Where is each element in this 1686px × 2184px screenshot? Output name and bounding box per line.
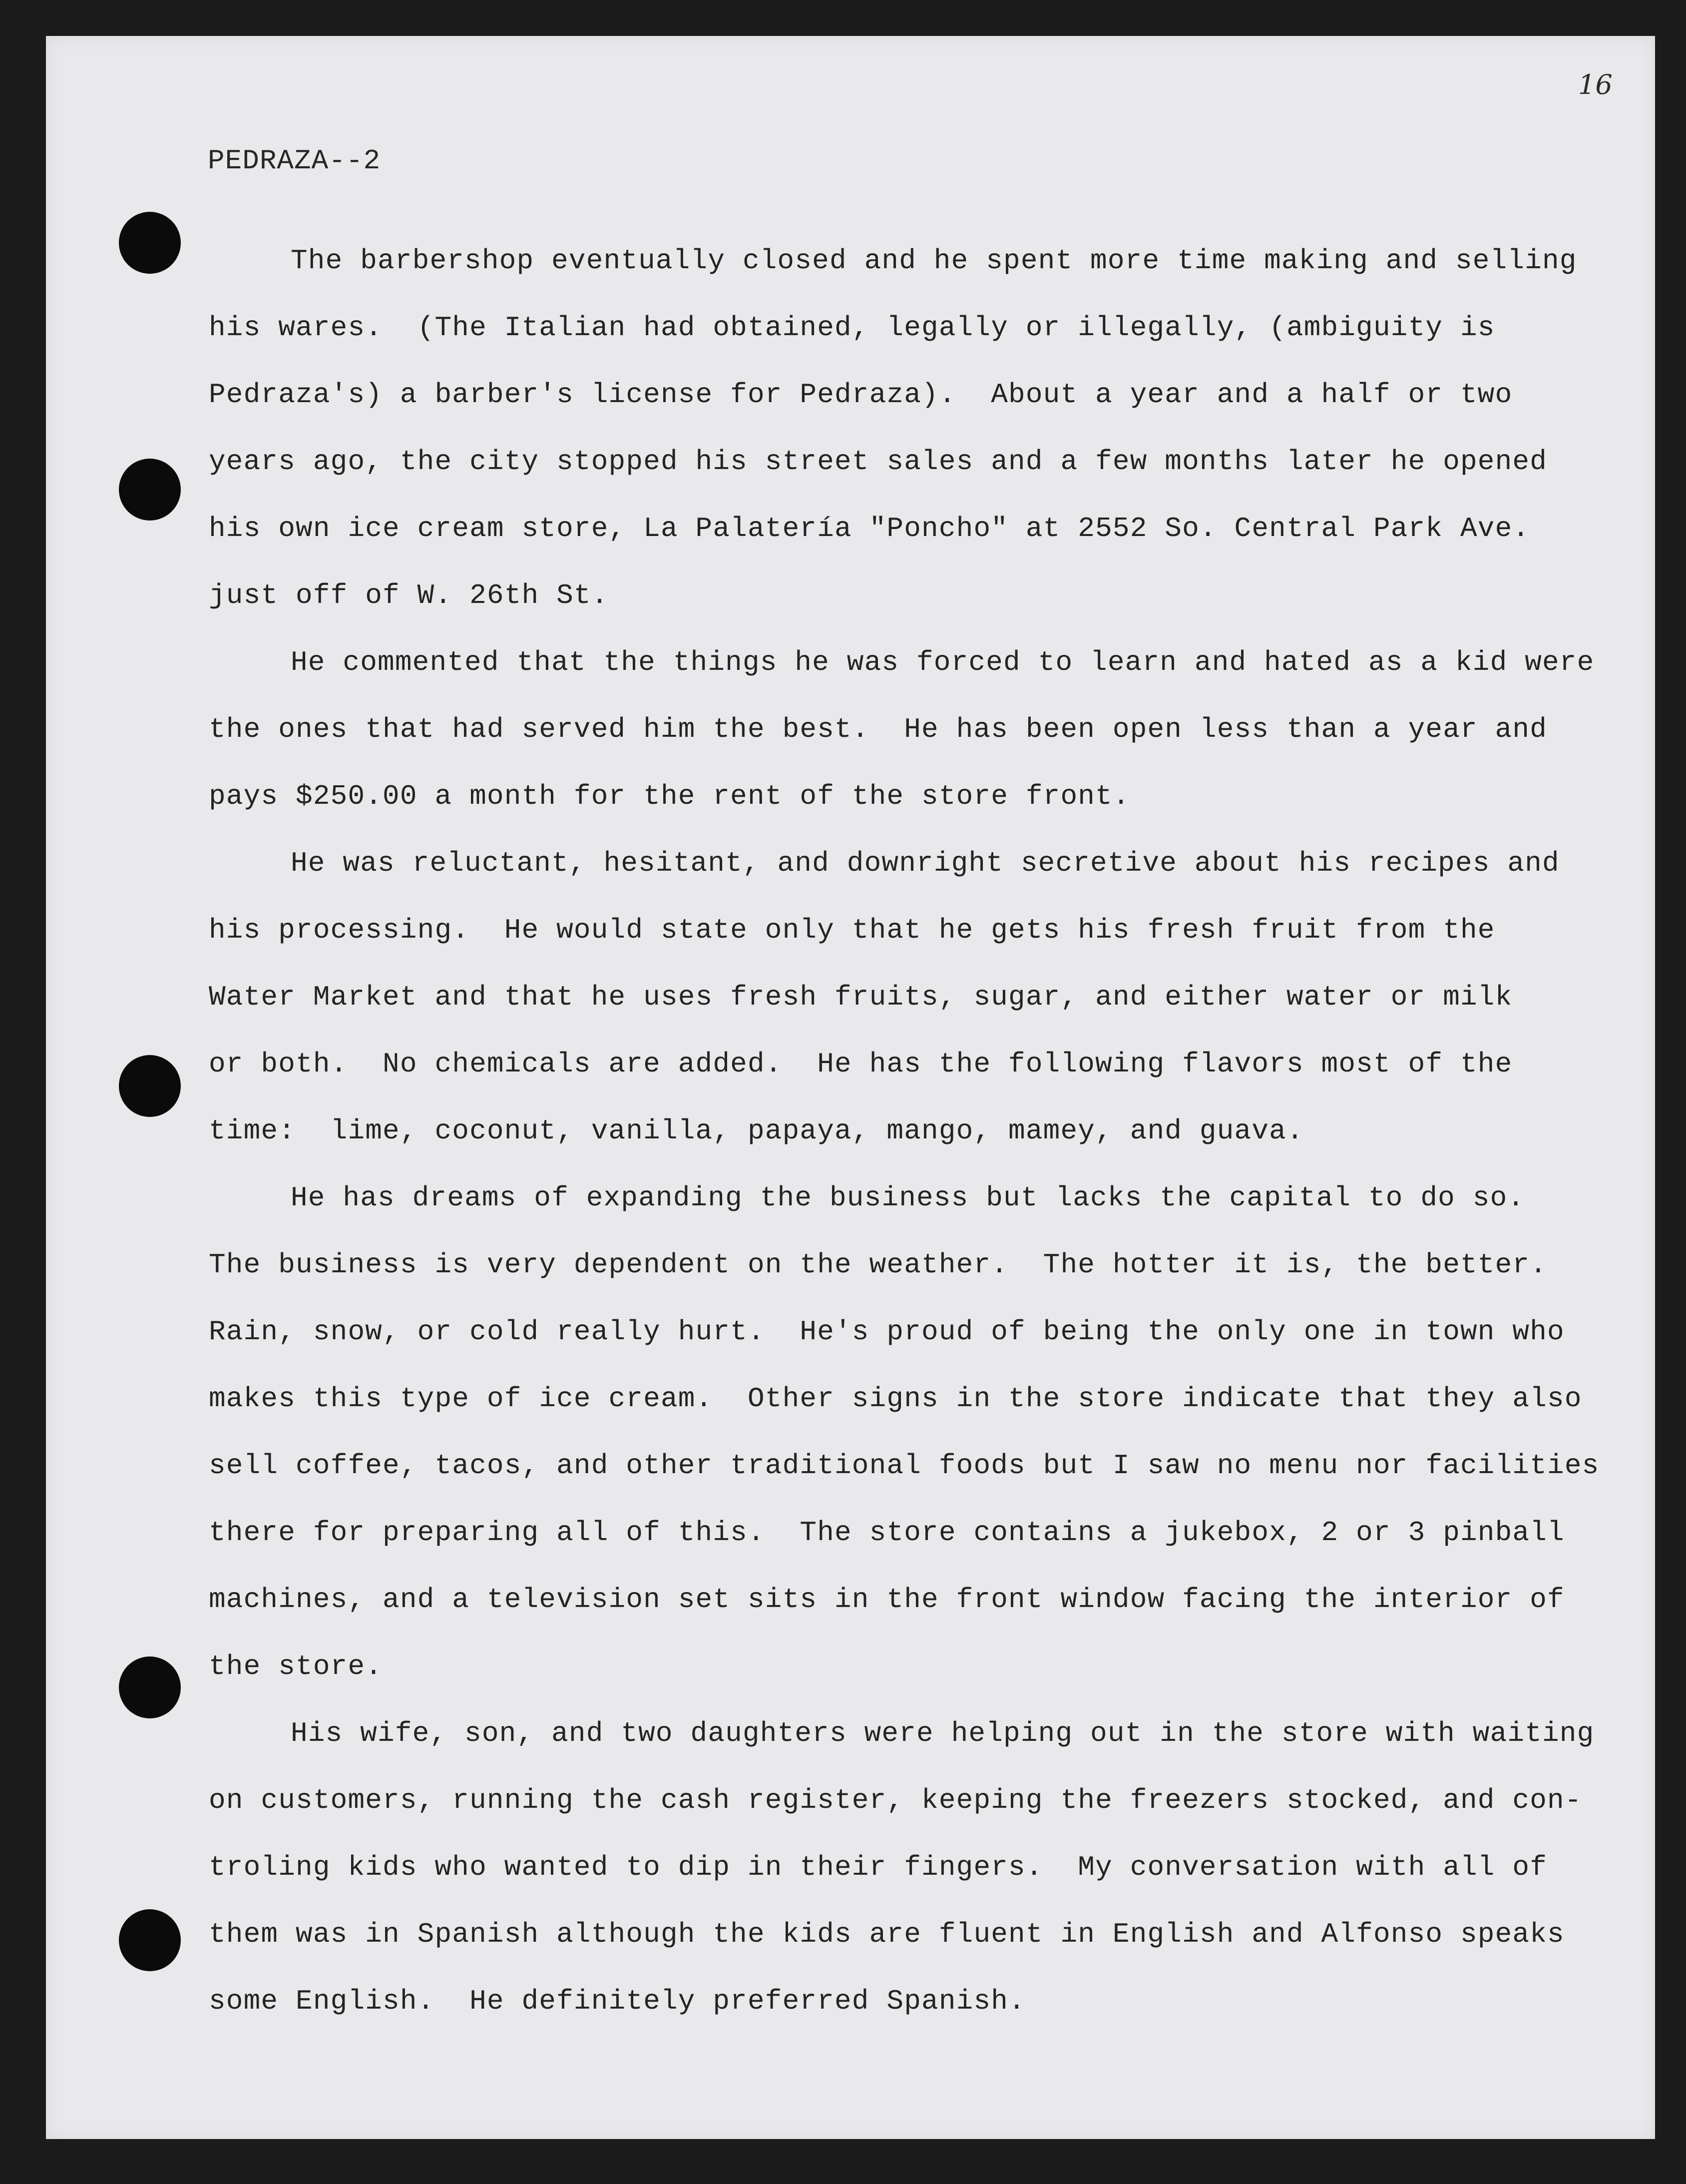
- text-line: there for preparing all of this. The store contains a jukebox, 2 or 3 pinball: [209, 1517, 1565, 1549]
- punch-hole: [119, 459, 181, 521]
- text-line: the ones that had served him the best. He has been open less than a year and: [209, 713, 1548, 745]
- text-line: He was reluctant, hesitant, and downright secretive about his recipes and: [291, 847, 1560, 879]
- text-line: sell coffee, tacos, and other traditional foods but I saw no menu nor facilities: [209, 1450, 1600, 1482]
- text-line: his processing. He would state only that he gets his fresh fruit from the: [209, 914, 1495, 946]
- text-line: The business is very dependent on the weather. The hotter it is, the better.: [209, 1249, 1548, 1281]
- text-line: makes this type of ice cream. Other signs in the store indicate that they also: [209, 1383, 1582, 1415]
- text-line: Rain, snow, or cold really hurt. He's proud of being the only one in town who: [209, 1316, 1565, 1348]
- text-line: The barbershop eventually closed and he spent more time making and selling: [291, 245, 1577, 277]
- page-header: PEDRAZA--2: [208, 145, 381, 177]
- text-line: on customers, running the cash register, keeping the freezers stocked, and con-: [209, 1784, 1582, 1816]
- punch-hole: [119, 1656, 181, 1718]
- document-page: [46, 36, 1655, 2139]
- text-line: years ago, the city stopped his street sales and a few months later he opened: [209, 446, 1548, 478]
- text-line: Pedraza's) a barber's license for Pedraza). About a year and a half or two: [209, 379, 1513, 411]
- text-line: troling kids who wanted to dip in their fingers. My conversation with all of: [209, 1851, 1548, 1883]
- text-line: He commented that the things he was forced to learn and hated as a kid were: [291, 646, 1595, 678]
- text-line: or both. No chemicals are added. He has the following flavors most of the: [209, 1048, 1513, 1080]
- text-line: He has dreams of expanding the business but lacks the capital to do so.: [291, 1182, 1525, 1214]
- text-line: them was in Spanish although the kids are fluent in English and Alfonso speaks: [209, 1918, 1565, 1950]
- text-line: just off of W. 26th St.: [209, 579, 609, 611]
- punch-hole: [119, 1055, 181, 1117]
- text-line: the store.: [209, 1650, 383, 1682]
- punch-hole: [119, 212, 181, 274]
- text-line: his own ice cream store, La Palatería "Poncho" at 2552 So. Central Park Ave.: [209, 513, 1530, 545]
- text-line: machines, and a television set sits in the front window facing the interior of: [209, 1584, 1565, 1616]
- text-line: some English. He definitely preferred Spanish.: [209, 1985, 1026, 2017]
- text-line: pays $250.00 a month for the rent of the store front.: [209, 780, 1130, 812]
- text-line: Water Market and that he uses fresh fruits, sugar, and either water or milk: [209, 981, 1513, 1013]
- page-number: 16: [1578, 69, 1613, 100]
- text-line: time: lime, coconut, vanilla, papaya, mango, mamey, and guava.: [209, 1115, 1304, 1147]
- punch-hole: [119, 1909, 181, 1971]
- text-line: his wares. (The Italian had obtained, legally or illegally, (ambiguity is: [209, 312, 1495, 344]
- text-line: His wife, son, and two daughters were helping out in the store with waiting: [291, 1717, 1595, 1749]
